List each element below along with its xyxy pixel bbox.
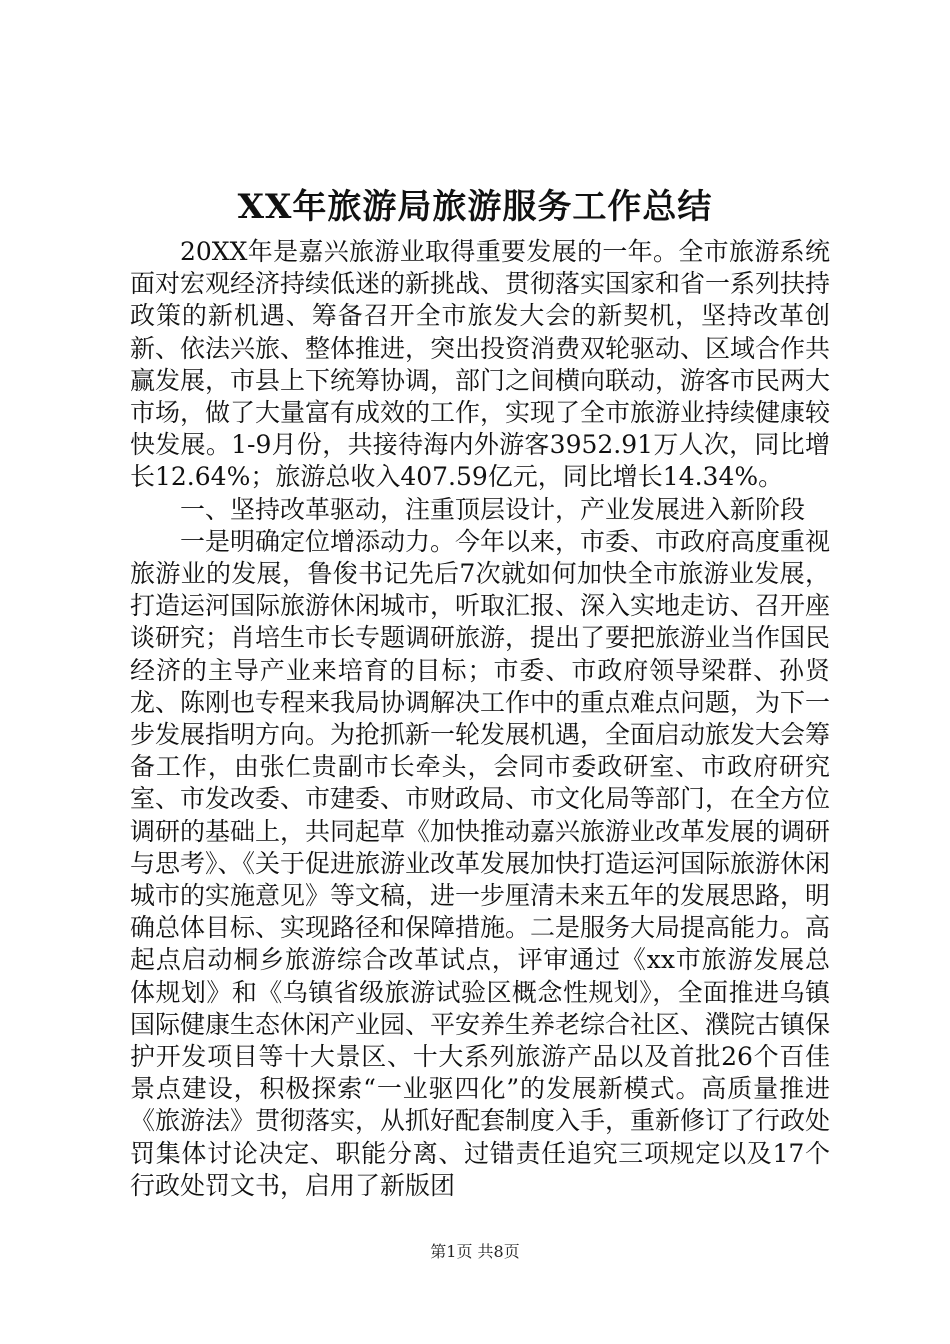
- page-number-footer: 第1页 共8页: [430, 1242, 520, 1261]
- body-paragraph: 一是明确定位增添动力。今年以来，市委、市政府高度重视旅游业的发展，鲁俊书记先后7次就如何加快全市旅游业发展，打造运河国际旅游休闲城市，听取汇报、深入实地走访、召开座谈研究；肖培生市长专题调研旅游，提出了要把旅游业当作国民经济的主导产业来培育的目标；市委、市政府领导梁群、孙贤龙、陈刚也专程来我局协调解决工作中的重点难点问题，为下一步发展指明方向。为抢抓新一轮发展机遇，全面启动旅发大会筹备工作，由张仁贵副市长牵头，会同市委政研室、市政府研究室、市发改委、市建委、市财政局、市文化局等部门，在全方位调研的基础上，共同起草《加快推动嘉兴旅游业改革发展的调研与思考》、《关于促进旅游业改革发展加快打造运河国际旅游休闲城市的实施意见》等文稿，进一步厘清未来五年的发展思路，明确总体目标、实现路径和保障措施。二是服务大局提高能力。高起点启动桐乡旅游综合改革试点，评审通过《xx市旅游发展总体规划》和《乌镇省级旅游试验区概念性规划》，全面推进乌镇国际健康生态休闲产业园、平安养生养老综合社区、濮院古镇保护开发项目等十大景区、十大系列旅游产品以及首批26个百佳景点建设，积极探索“一业驱四化”的发展新模式。高质量推进《旅游法》贯彻落实，从抓好配套制度入手，重新修订了行政处罚集体讨论决定、职能分离、过错责任追究三项规定以及17个行政处罚文书，启用了新版团: [130, 526, 831, 1200]
- document-body: [130, 236, 830, 1202]
- intro-paragraph: 20XX年是嘉兴旅游业取得重要发展的一年。全市旅游系统面对宏观经济持续低迷的新挑战、贯彻落实国家和省一系列扶持政策的新机遇、筹备召开全市旅发大会的新契机，坚持改革创新、依法兴旅、整体推进，突出投资消费双轮驱动、区域合作共赢发展，市县上下统筹协调，部门之间横向联动，游客市民两大市场，做了大量富有成效的工作，实现了全市旅游业持续健康较快发展。1-9月份，共接待海内外游客3952.91万人次，同比增长12.64%；旅游总收入407.59亿元，同比增长14.34%。: [130, 237, 831, 492]
- document-title: XX年旅游局旅游服务工作总结: [237, 187, 713, 227]
- section-heading: 一、坚持改革驱动，注重顶层设计，产业发展进入新阶段: [180, 494, 806, 524]
